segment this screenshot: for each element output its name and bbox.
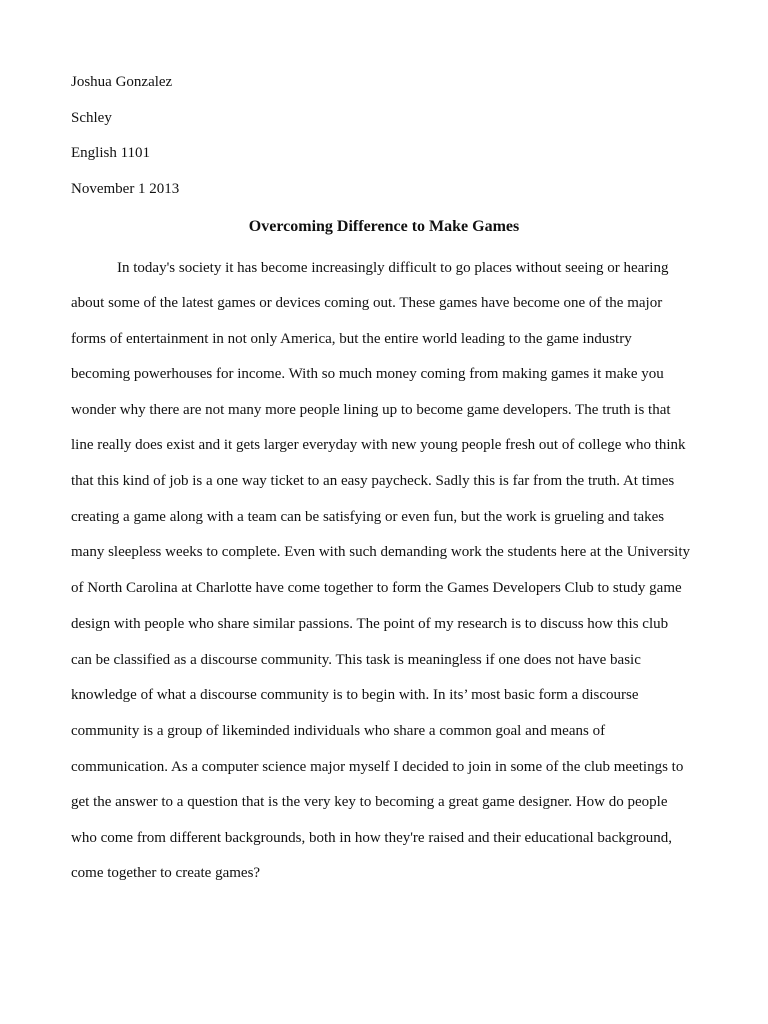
course-name: English 1101 [71,145,151,161]
paragraph-line: In today's society it has become increasingly difficult to go places without seeing or hearing [117,260,669,276]
author-name: Joshua Gonzalez [71,74,173,90]
paragraph-line: of North Carolina at Charlotte have come together to form the Games Developers Club to study game [71,580,682,596]
paragraph-line: about some of the latest games or devices coming out. These games have become one of the major [71,295,663,311]
paragraph-line: knowledge of what a discourse community is to begin with. In its’ most basic form a discourse [71,687,639,703]
paragraph-line: communication. As a computer science major myself I decided to join in some of the club meetings to [71,759,684,775]
paragraph-line: community is a group of likeminded individuals who share a common goal and means of [71,723,606,739]
paragraph-line: creating a game along with a team can be satisfying or even fun, but the work is grueling and takes [71,509,665,525]
paragraph-line: that this kind of job is a one way ticket to an easy paycheck. Sadly this is far from the truth. At times [71,473,675,489]
paragraph-line: line really does exist and it gets larger everyday with new young people fresh out of college who think [71,437,686,453]
document-date: November 1 2013 [71,181,180,197]
paragraph-line: many sleepless weeks to complete. Even with such demanding work the students here at the University [71,544,691,560]
paragraph-line: get the answer to a question that is the very key to becoming a great game designer. How do people [71,794,668,810]
essay-title: Overcoming Difference to Make Games [248,218,520,235]
paragraph-line: forms of entertainment in not only America, but the entire world leading to the game industry [71,331,632,347]
paragraph-line: wonder why there are not many more people lining up to become game developers. The truth is that [71,402,671,418]
paragraph-line: come together to create games? [71,865,261,881]
paragraph-line: who come from different backgrounds, both in how they're raised and their educational background, [71,830,672,846]
paragraph-line: can be classified as a discourse community. This task is meaningless if one does not have basic [71,652,641,668]
paragraph-line: becoming powerhouses for income. With so much money coming from making games it make you [71,366,664,382]
paragraph-line: design with people who share similar passions. The point of my research is to discuss how this club [71,616,669,632]
instructor-name: Schley [71,110,112,126]
